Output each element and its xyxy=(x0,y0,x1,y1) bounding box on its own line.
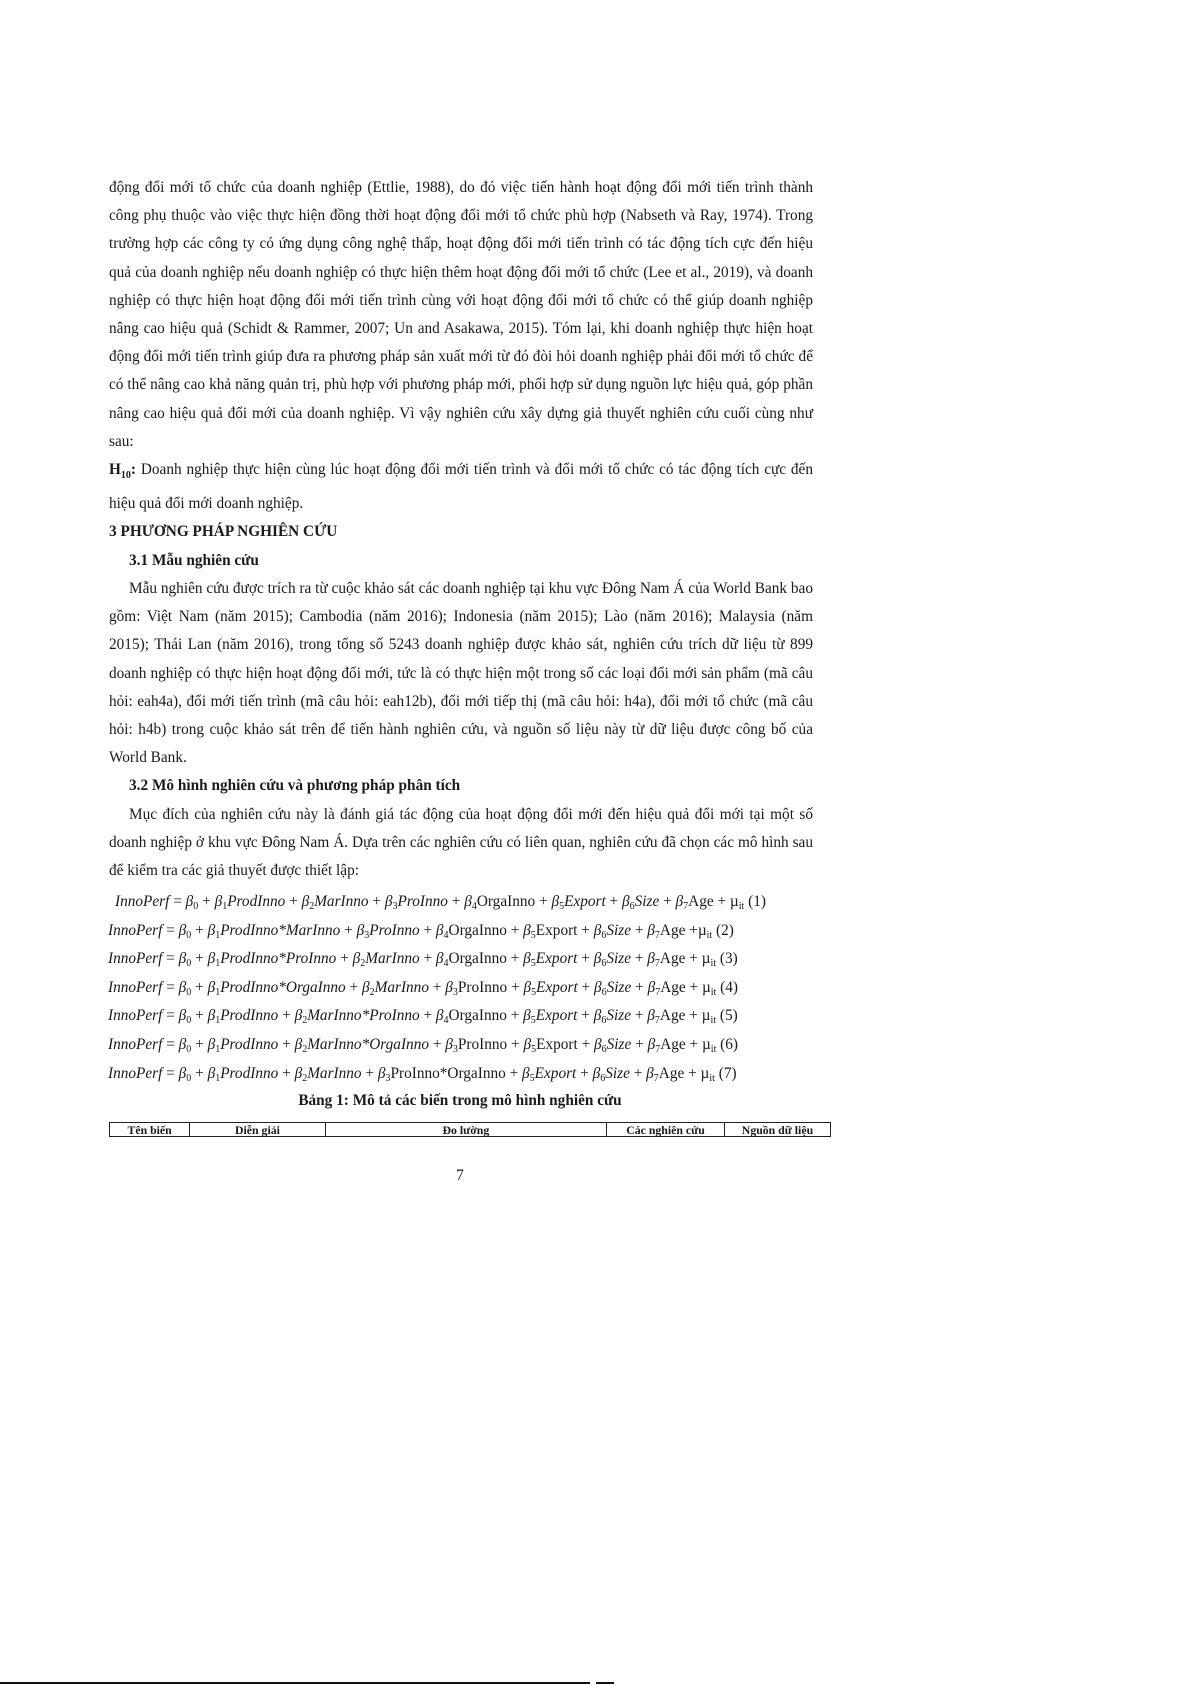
equation-1: InnoPerf = $\beta_0$ + $\beta_1ProdInno$ + $\beta_2MarInno$ + $\beta_3ProInno$ + $\beta_4OrgaInno$ + $\beta_5Export$ + $\beta_6Size + \beta_7Age + \mu_{it}$ (1) xyxy=(115,893,766,912)
hypothesis-text: Doanh nghiệp thực hiện cùng lúc hoạt động đổi mới tiến trình và đổi mới tổ chức có tác động tích cực đến hiệu quả đổi mới doanh nghiệp. xyxy=(109,461,813,513)
column-header: Diễn giải xyxy=(190,1123,325,1137)
equation-3: InnoPerf = $\beta_0$ + $\beta_1ProdInno*ProInno$ + $\beta_2MarInno$ + $\beta_4OrgaInno$ + $\beta_5Export$ + $\beta_6Size + \beta_7Age + \mu_{it}$ (3) xyxy=(108,950,738,970)
paragraph-model: Mục đích của nghiên cứu này là đánh giá tác động của hoạt động đổi mới đến hiệu quả đổi mới tại một số doanh nghiệp ở khu vực Đông Nam Á. Dựa trên các nghiên cứu có liên quan, nghiên cứu đã chọn các mô hình sau để kiểm tra các giả thuyết được thiết lập: xyxy=(109,805,813,879)
hypothesis-h10 xyxy=(109,456,813,518)
column-header: Tên biến xyxy=(110,1123,190,1137)
footer-rule-short xyxy=(596,1682,614,1684)
table-header-row xyxy=(110,1123,831,1137)
equation-5: InnoPerf = $\beta_0$ + $\beta_1ProdInno$ + $\beta_2MarInno*ProInno$ + $\beta_4OrgaInno$ + $\beta_5Export$ + $\beta_6Size + \beta_7Age + \mu_{it}$ (5) xyxy=(108,1007,738,1027)
column-header: Các nghiên cứu xyxy=(607,1123,725,1137)
subsection-heading-3-1: 3.1 Mẫu nghiên cứu xyxy=(129,551,259,569)
column-header: Đo lường xyxy=(325,1123,606,1137)
body-text xyxy=(109,174,813,885)
paragraph-continuation: động đổi mới tổ chức của doanh nghiệp (Ettlie, 1988), do đó việc tiến hành hoạt động đổi mới tiến trình thành công phụ thuộc vào việc thực hiện đồng thời hoạt động đổi mới tổ chức phù hợp (Nabseth và Ray, 1974). Trong trường hợp các công ty có ứng dụng công nghệ thấp, hoạt động đổi mới tiến trình có tác động tích cực đến hiệu quả của doanh nghiệp nếu doanh nghiệp có thực hiện thêm hoạt động đổi mới tổ chức (Lee et al., 2019), và doanh nghiệp có thực hiện hoạt động đổi mới tiến trình cùng với hoạt động đổi mới tổ chức có thể giúp doanh nghiệp nâng cao hiệu quả (Schidt & Rammer, 2007; Un and Asakawa, 2015). Tóm lại, khi doanh nghiệp thực hiện hoạt động đổi mới tiến trình giúp đưa ra phương pháp sản xuất mới từ đó đòi hỏi doanh nghiệp phải đổi mới tổ chức để có thể nâng cao khả năng quản trị, phù hợp với phương pháp mới, phối hợp sử dụng nguồn lực hiệu quả, góp phần nâng cao hiệu quả đổi mới của doanh nghiệp. Vì vậy nghiên cứu xây dựng giả thuyết nghiên cứu cuối cùng như sau: xyxy=(109,179,813,450)
subsection-heading-3-2: 3.2 Mô hình nghiên cứu và phương pháp phân tích xyxy=(129,777,461,795)
hypothesis-label: $H_{10}$: xyxy=(109,461,137,482)
equation-7: InnoPerf = $\beta_0$ + $\beta_1ProdInno$ + $\beta_2MarInno$ + $\beta_3ProInno*OrgaInno$ + $\beta_5Export$ + $\beta_6Size + \beta_7Age + \mu_{it}$ (7) xyxy=(108,1064,737,1084)
column-header: Nguồn dữ liệu xyxy=(724,1123,830,1137)
page-number: 7 xyxy=(456,1167,464,1184)
variables-table xyxy=(109,1122,831,1137)
equations-block xyxy=(108,888,828,1088)
paragraph-sample: Mẫu nghiên cứu được trích ra từ cuộc khảo sát các doanh nghiệp tại khu vực Đông Nam Á của World Bank bao gồm: Việt Nam (năm 2015); Cambodia (năm 2016); Indonesia (năm 2015); Lào (năm 2016); Malaysia (năm 2015); Thái Lan (năm 2016), trong tổng số 5243 doanh nghiệp được khảo sát, nghiên cứu trích dữ liệu từ 899 doanh nghiệp có thực hiện hoạt động đổi mới, tức là có thực hiện một trong số các loại đổi mới sản phẩm (mã câu hỏi: eah4a), đổi mới tiến trình (mã câu hỏi: eah12b), đổi mới tiếp thị (mã câu hỏi: h4a), đổi mới tổ chức (mã câu hỏi: h4b) trong cuộc khảo sát trên để tiến hành nghiên cứu, và nguồn số liệu này từ dữ liệu được công bố của World Bank. xyxy=(109,579,813,767)
footer-rule xyxy=(0,1682,590,1684)
section-heading-3: 3 PHƯƠNG PHÁP NGHIÊN CỨU xyxy=(109,523,338,541)
table-caption: Bảng 1: Mô tả các biến trong mô hình nghiên cứu xyxy=(298,1092,622,1109)
equation-6: InnoPerf = $\beta_0$ + $\beta_1ProdInno$ + $\beta_2MarInno*OrgaInno$ + $\beta_3ProInno$ + $\beta_5Export$ + $\beta_6Size + \beta_7Age + \mu_{it}$ (6) xyxy=(108,1035,739,1055)
equation-2: InnoPerf = $\beta_0$ + $\beta_1ProdInno*MarInno$ + $\beta_3ProInno$ + $\beta_4OrgaInno$ + $\beta_5Export$ + $\beta_6Size + \beta_7Age +\mu_{it}$ (2) xyxy=(108,921,734,941)
equation-4: InnoPerf = $\beta_0$ + $\beta_1ProdInno*OrgaInno$ + $\beta_2MarInno$ + $\beta_3ProInno$ + $\beta_5Export$ + $\beta_6Size + \beta_7Age + \mu_{it}$ (4) xyxy=(108,978,739,998)
